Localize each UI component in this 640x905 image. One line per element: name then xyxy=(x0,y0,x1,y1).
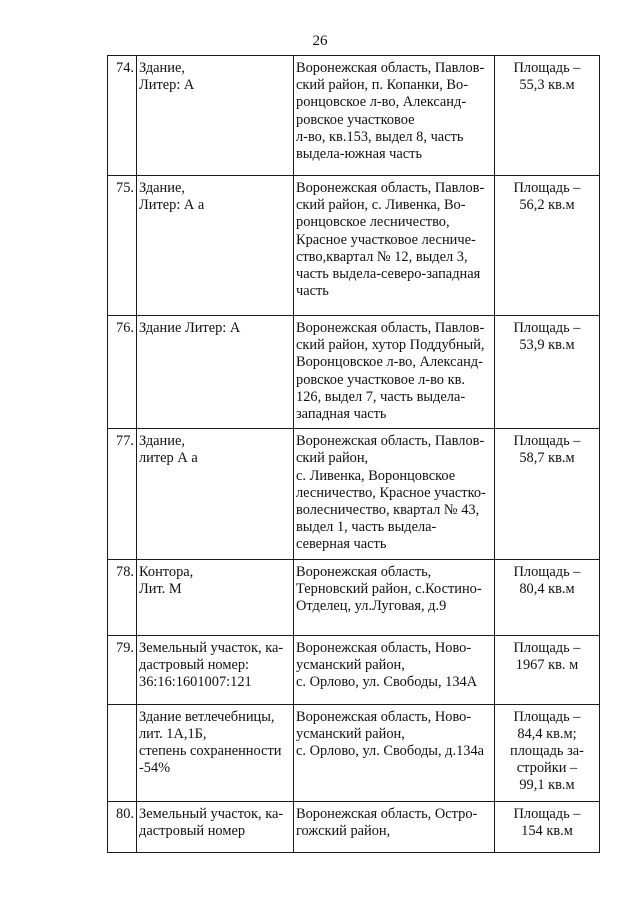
property-table xyxy=(107,55,600,853)
object-area: Площадь – 55,3 кв.м xyxy=(495,56,600,176)
table-row xyxy=(108,559,600,635)
object-address: Воронежская область, Ново- усманский район, с. Орлово, ул. Свободы, 134А xyxy=(294,635,495,704)
object-area: Площадь – 80,4 кв.м xyxy=(495,559,600,635)
object-name: Здание, литер А а xyxy=(137,429,294,559)
row-number: 80. xyxy=(108,801,137,852)
object-area: Площадь – 58,7 кв.м xyxy=(495,429,600,559)
object-area: Площадь – 84,4 кв.м; площадь за- стройки – 99,1 кв.м xyxy=(495,704,600,801)
table-row xyxy=(108,635,600,704)
object-name: Здание ветлечебницы, лит. 1А,1Б, степень сохраненности -54% xyxy=(137,704,294,801)
page-number: 26 xyxy=(312,33,328,49)
object-address: Воронежская область, Остро- гожский район, xyxy=(294,801,495,852)
table-row xyxy=(108,704,600,801)
object-address: Воронежская область, Павлов- ский район, с. Ливенка, Во- ронцовское лесничество, Красное участковое лесниче- ство,квартал № 12, выдел 3, часть выдела-северо-западная часть xyxy=(294,176,495,316)
object-address: Воронежская область, Павлов- ский район, хутор Поддубный, Воронцовское л-во, Александ- ровское участковое л-во кв. 126, выдел 7, часть выдела- западная часть xyxy=(294,316,495,429)
object-name: Здание, Литер: А xyxy=(137,56,294,176)
row-number: 75. xyxy=(108,176,137,316)
table-row xyxy=(108,56,600,176)
object-name: Здание, Литер: А а xyxy=(137,176,294,316)
table-row xyxy=(108,801,600,852)
object-area: Площадь – 154 кв.м xyxy=(495,801,600,852)
object-address: Воронежская область, Ново- усманский район, с. Орлово, ул. Свободы, д.134а xyxy=(294,704,495,801)
object-address: Воронежская область, Павлов- ский район, с. Ливенка, Воронцовское лесничество, Красное участко- волесничество, квартал № 43, выдел 1, часть выдела- северная часть xyxy=(294,429,495,559)
table-row xyxy=(108,176,600,316)
row-number: 78. xyxy=(108,559,137,635)
object-name: Здание Литер: А xyxy=(137,316,294,429)
object-name: Контора, Лит. М xyxy=(137,559,294,635)
row-number: 77. xyxy=(108,429,137,559)
object-address: Воронежская область, Павлов- ский район, п. Копанки, Во- ронцовское л-во, Александ- ровское участковое л-во, кв.153, выдел 8, часть выдела-южная часть xyxy=(294,56,495,176)
object-area: Площадь – 53,9 кв.м xyxy=(495,316,600,429)
row-number: 79. xyxy=(108,635,137,704)
table-row xyxy=(108,316,600,429)
object-name: Земельный участок, ка- дастровый номер: 36:16:1601007:121 xyxy=(137,635,294,704)
object-area: Площадь – 56,2 кв.м xyxy=(495,176,600,316)
row-number: 74. xyxy=(108,56,137,176)
table-row xyxy=(108,429,600,559)
row-number xyxy=(108,704,137,801)
object-name: Земельный участок, ка- дастровый номер xyxy=(137,801,294,852)
object-area: Площадь – 1967 кв. м xyxy=(495,635,600,704)
row-number: 76. xyxy=(108,316,137,429)
object-address: Воронежская область, Терновский район, с.Костино- Отделец, ул.Луговая, д.9 xyxy=(294,559,495,635)
